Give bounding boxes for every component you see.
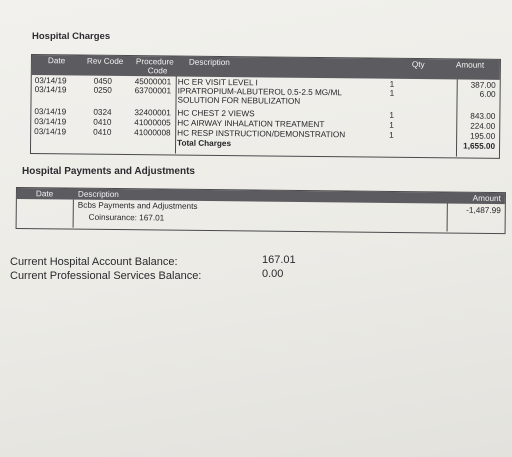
header-amount: Amount [472, 193, 501, 204]
row-procedure-code: 45000001 [134, 77, 172, 87]
row-qty: 1 [389, 130, 394, 140]
row-description: HC AIRWAY INHALATION TREATMENT [177, 118, 325, 130]
row-amount: 224.00 [470, 121, 496, 131]
row-rev-code: 0410 [93, 117, 112, 127]
row-date: 03/14/19 [34, 107, 67, 117]
payment-amount: -1,487.99 [466, 205, 501, 216]
header-description: Description [188, 57, 230, 68]
column-divider [456, 79, 458, 156]
coinsurance-detail: Coinsurance: 167.01 [88, 212, 165, 223]
row-amount: 195.00 [470, 131, 496, 141]
row-description: IPRATROPIUM-ALBUTEROL 0.5-2.5 MG/ML [177, 86, 342, 98]
row-rev-code: 0250 [93, 85, 112, 95]
hospital-balance-value: 167.01 [262, 254, 296, 266]
row-description: HC ER VISIT LEVEL I [177, 77, 258, 88]
payments-adjustments-table [16, 187, 506, 234]
row-description: HC CHEST 2 VIEWS [177, 108, 255, 119]
row-date: 03/14/19 [34, 117, 67, 127]
header-qty: Qty [411, 59, 425, 70]
row-rev-code: 0324 [93, 107, 112, 117]
hospital-payments-title: Hospital Payments and Adjustments [22, 166, 195, 177]
row-procedure-code: 41000005 [134, 118, 171, 128]
total-charges-amount: 1,655.00 [463, 141, 496, 151]
professional-balance-label: Current Professional Services Balance: [10, 270, 202, 282]
row-amount: 6.00 [479, 89, 496, 99]
row-rev-code: 0410 [93, 127, 112, 137]
hospital-balance-label: Current Hospital Account Balance: [10, 256, 178, 268]
row-description: HC RESP INSTRUCTION/DEMONSTRATION [177, 128, 346, 140]
header-procedure-code: Procedure [135, 57, 174, 67]
column-divider [447, 204, 448, 232]
header-description: Description [77, 189, 119, 200]
row-procedure-code: 32400001 [134, 108, 171, 118]
row-amount: 387.00 [470, 80, 496, 90]
row-date: 03/14/19 [34, 127, 67, 137]
header-amount: Amount [455, 60, 485, 70]
hospital-charges-title: Hospital Charges [32, 31, 111, 42]
header-date: Date [35, 189, 54, 199]
row-description-continuation: SOLUTION FOR NEBULIZATION [177, 95, 301, 106]
row-date: 03/14/19 [34, 85, 67, 95]
column-divider [73, 200, 74, 228]
payment-description: Bcbs Payments and Adjustments [77, 200, 198, 211]
row-qty: 1 [389, 79, 395, 89]
row-date: 03/14/19 [34, 76, 67, 86]
hospital-charges-table [30, 54, 501, 159]
total-charges-label: Total Charges [177, 138, 232, 149]
row-rev-code: 0450 [93, 76, 112, 86]
row-qty: 1 [389, 120, 394, 130]
row-procedure-code: 41000008 [134, 128, 171, 138]
row-qty: 1 [389, 88, 395, 98]
row-amount: 843.00 [470, 111, 496, 121]
header-rev-code: Rev Code [86, 56, 124, 66]
header-procedure-code-line2: Code [147, 66, 168, 76]
row-procedure-code: 63700001 [134, 86, 172, 96]
row-qty: 1 [389, 110, 394, 120]
header-date: Date [47, 56, 66, 66]
professional-balance-value: 0.00 [262, 268, 284, 280]
